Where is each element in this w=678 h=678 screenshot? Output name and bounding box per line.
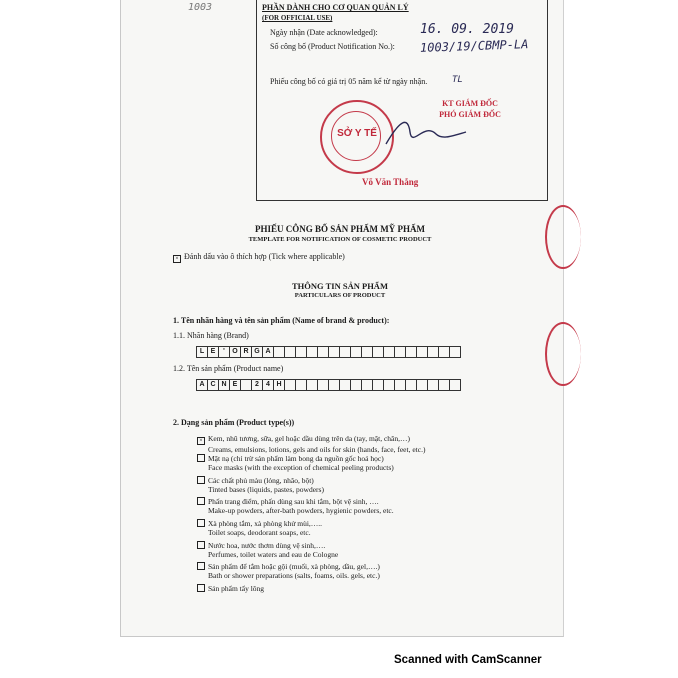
- date-value: 16. 09. 2019: [420, 22, 514, 37]
- signer-title-1: KT GIÁM ĐỐC: [442, 99, 498, 108]
- signature: [380, 112, 470, 152]
- type-checkbox-3[interactable]: [197, 497, 205, 505]
- product-letter-cell: C: [207, 379, 219, 391]
- signer-title-2: PHÓ GIÁM ĐỐC: [439, 110, 501, 119]
- number-value: 1003/19/CBMP-LA: [419, 37, 529, 55]
- type-item-4: [197, 519, 322, 537]
- section-title-en: PARTICULARS OF PRODUCT: [294, 292, 386, 299]
- brand-letter-cell: O: [229, 346, 241, 358]
- type-label-vi-0: Kem, nhũ tương, sữa, gel hoặc dầu dùng trên da (tay, mặt, chân,…): [208, 434, 410, 443]
- brand-letter-cell: A: [262, 346, 274, 358]
- type-item-7: [197, 584, 264, 593]
- edge-stamp-middle: [545, 322, 581, 386]
- brand-letter-cell: [449, 346, 461, 358]
- validity-note: Phiếu công bố có giá trị 05 năm kể từ ngày nhận.: [270, 77, 428, 86]
- product-letter-cell: A: [196, 379, 208, 391]
- product-letter-cell: 2: [251, 379, 263, 391]
- type-checkbox-1[interactable]: [197, 454, 205, 462]
- type-item-3: [197, 497, 394, 515]
- signer-name: Võ Văn Thắng: [362, 177, 419, 187]
- type-checkbox-7[interactable]: [197, 584, 205, 592]
- type-label-en-1: Face masks (with the exception of chemical peeling products): [208, 463, 394, 472]
- type-label-vi-3: Phấn trang điểm, phấn dùng sau khi tắm, bột vệ sinh, ….: [208, 497, 379, 506]
- type-label-vi-2: Các chất phủ màu (lỏng, nhão, bột): [208, 476, 314, 485]
- type-label-en-4: Toilet soaps, deodorant soaps, etc.: [208, 528, 311, 537]
- number-label: Số công bố (Product Notification No.):: [270, 42, 395, 51]
- tick-note: [173, 252, 345, 263]
- type-checkbox-4[interactable]: [197, 519, 205, 527]
- question-1-2: 1.2. Tên sản phẩm (Product name): [173, 364, 284, 373]
- type-item-2: [197, 476, 324, 494]
- type-checkbox-2[interactable]: [197, 476, 205, 484]
- type-label-vi-5: Nước hoa, nước thơm dùng vệ sinh,….: [208, 541, 326, 550]
- product-letter-cell: 4: [262, 379, 274, 391]
- brand-letter-cell: ': [218, 346, 230, 358]
- type-label-en-5: Perfumes, toilet waters and eau de Cologne: [208, 550, 339, 559]
- question-2: 2. Dạng sản phẩm (Product type(s)): [173, 418, 295, 427]
- type-label-vi-1: Mặt nạ (chỉ trừ sản phẩm làm bong da nguồn gốc hoá học): [208, 454, 384, 463]
- type-checkbox-5[interactable]: [197, 541, 205, 549]
- scanner-watermark: Scanned with CamScanner: [394, 654, 542, 666]
- type-label-en-2: Tinted bases (liquids, pastes, powders): [208, 485, 324, 494]
- brand-letter-cell: G: [251, 346, 263, 358]
- type-checkbox-0[interactable]: ×: [197, 437, 205, 445]
- type-item-6: [197, 562, 380, 580]
- stamp-text: SỞ Y TẾ: [337, 128, 377, 139]
- official-title: PHẦN DÀNH CHO CƠ QUAN QUẢN LÝ: [262, 3, 409, 12]
- type-label-vi-6: Sản phẩm để tắm hoặc gội (muối, xà phòng, dầu, gel,….): [208, 562, 380, 571]
- product-letter-cell: N: [218, 379, 230, 391]
- type-item-5: [197, 541, 338, 559]
- tick-note-checkbox: ×: [173, 255, 181, 263]
- brand-letter-cell: R: [240, 346, 252, 358]
- brand-letter-cell: L: [196, 346, 208, 358]
- product-letter-grid: [196, 379, 460, 391]
- form-title-en: TEMPLATE FOR NOTIFICATION OF COSMETIC PRODUCT: [248, 236, 432, 243]
- form-title: PHIẾU CÔNG BỐ SẢN PHẨM MỸ PHẨM: [255, 224, 425, 234]
- tick-note-text: Đánh dấu vào ô thích hợp (Tick where applicable): [184, 252, 345, 261]
- type-label-en-0: Creams, emulsions, lotions, gels and oils for skin (hands, face, feet, etc.): [208, 445, 426, 454]
- brand-letter-cell: E: [207, 346, 219, 358]
- initials: TL: [452, 75, 463, 85]
- question-1: 1. Tên nhãn hàng và tên sản phẩm (Name of brand & product):: [173, 316, 390, 325]
- official-title-en: (FOR OFFICIAL USE): [262, 14, 333, 22]
- product-letter-cell: [449, 379, 461, 391]
- type-label-vi-7: Sản phẩm tẩy lông: [208, 584, 265, 593]
- type-item-1: [197, 454, 394, 472]
- product-letter-cell: E: [229, 379, 241, 391]
- edge-stamp-top: [545, 205, 581, 269]
- type-label-vi-4: Xà phòng tắm, xà phòng khử mùi,…..: [208, 519, 323, 528]
- section-title: THÔNG TIN SẢN PHẨM: [292, 281, 388, 291]
- question-1-1: 1.1. Nhãn hàng (Brand): [173, 331, 249, 340]
- type-label-en-3: Make-up powders, after-bath powders, hygienic powders, etc.: [208, 506, 394, 515]
- brand-letter-grid: [196, 346, 460, 358]
- date-label: Ngày nhận (Date acknowledged):: [270, 28, 378, 37]
- corner-note: 1003: [188, 2, 213, 13]
- product-letter-cell: H: [273, 379, 285, 391]
- type-label-en-6: Bath or shower preparations (salts, foams, oils. gels, etc.): [208, 571, 380, 580]
- type-item-0: [197, 434, 425, 454]
- type-checkbox-6[interactable]: [197, 562, 205, 570]
